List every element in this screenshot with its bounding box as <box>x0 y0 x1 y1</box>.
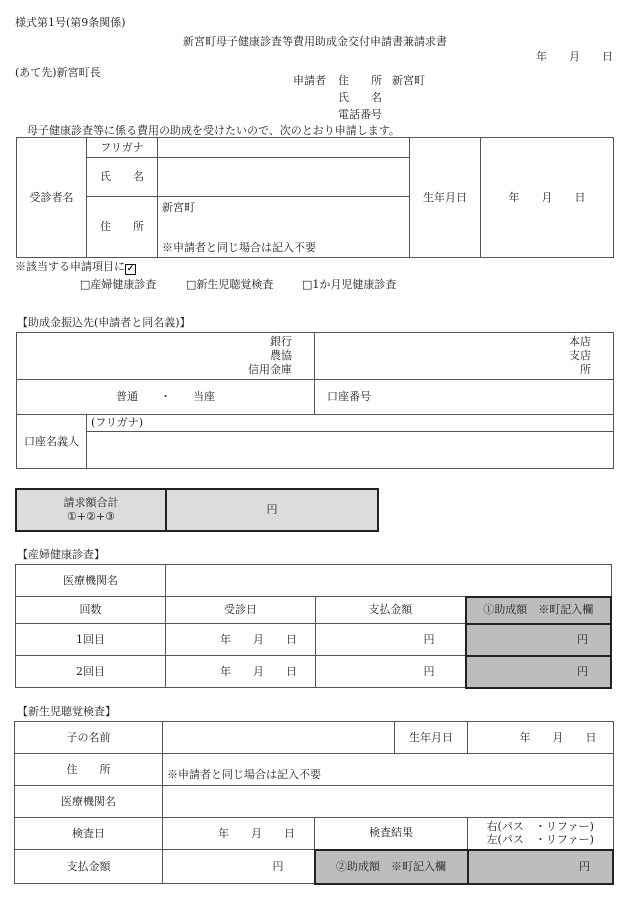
furigana-label: フリガナ <box>87 138 158 158</box>
row-date[interactable]: 年 月 日 <box>166 624 316 656</box>
result-left[interactable]: 左(パス ・リファー) <box>486 833 594 847</box>
bank-type-ja: 農協 <box>270 349 292 363</box>
address-field[interactable] <box>158 197 410 258</box>
holder-label: 口座名義人 <box>17 415 87 469</box>
holder-name-field[interactable] <box>87 432 614 469</box>
hearing-subsidy-label: ②助成額 ※町記入欄 <box>315 850 468 884</box>
row-payment[interactable]: 円 <box>316 656 466 688</box>
address-note: ※申請者と同じ場合は記入不要 <box>162 241 316 255</box>
postpartum-heading: 【産婦健康診査】 <box>17 548 105 561</box>
total-label-1: 請求額合計 <box>63 496 119 510</box>
name-field[interactable] <box>158 158 410 197</box>
row-count: 1回目 <box>16 624 166 656</box>
postpartum-table <box>15 564 612 689</box>
table-row <box>16 624 612 656</box>
bank-type-bank: 銀行 <box>270 335 292 349</box>
row-payment[interactable]: 円 <box>316 624 466 656</box>
row-count: 2回目 <box>16 656 166 688</box>
furigana-field[interactable] <box>158 138 410 158</box>
check-note <box>15 260 136 275</box>
bank-type-shinkin: 信用金庫 <box>248 362 292 376</box>
hearing-institution-label: 医療機関名 <box>15 786 163 818</box>
header-subsidy: ①助成額 ※町記入欄 <box>466 597 612 624</box>
address-prefix: 新宮町 <box>162 201 195 214</box>
date: 年 月 日 <box>536 50 613 63</box>
child-address-label: 住 所 <box>15 754 163 786</box>
applicant-name-label: 氏 名 <box>338 91 382 104</box>
row-subsidy: 円 <box>466 656 612 688</box>
applicant-phone-label: 電話番号 <box>338 108 382 121</box>
examinee-table <box>16 137 614 258</box>
examinee-label: 受診者名 <box>17 138 87 258</box>
applicant-label: 申請者 <box>293 74 326 87</box>
applicant-address-label: 住 所 <box>338 74 382 87</box>
row-date[interactable]: 年 月 日 <box>166 656 316 688</box>
address-label: 住 所 <box>87 197 158 258</box>
birth-label: 生年月日 <box>410 138 481 258</box>
institution-label: 医療機関名 <box>16 565 166 597</box>
bank-table <box>16 332 614 469</box>
branch-main: 本店 <box>569 335 591 349</box>
header-payment: 支払金額 <box>316 597 466 624</box>
check-note-text: ※該当する申請項目に <box>15 260 125 273</box>
addressee: (あて先)新宮町長 <box>15 66 101 79</box>
intro-text: 母子健康診査等に係る費用の助成を受けたいので、次のとおり申請します。 <box>27 124 400 137</box>
account-type[interactable]: 普通 ・ 当座 <box>17 380 315 415</box>
hearing-institution-field[interactable] <box>163 786 614 818</box>
hearing-payment-field[interactable]: 円 <box>163 850 315 884</box>
row-subsidy: 円 <box>466 624 612 656</box>
birth-field[interactable]: 年 月 日 <box>481 138 614 258</box>
result-right[interactable]: 右(パス ・リファー) <box>486 819 594 833</box>
branch-branch: 支店 <box>569 349 591 363</box>
hearing-payment-label: 支払金額 <box>15 850 163 884</box>
exam-result-field[interactable] <box>468 818 614 850</box>
option-one-month[interactable]: □1か月児健康診査 <box>302 278 397 291</box>
institution-field[interactable] <box>166 565 612 597</box>
page-title: 新宮町母子健康診査等費用助成金交付申請書兼請求書 <box>183 35 447 48</box>
form-number: 様式第1号(第9条関係) <box>15 16 126 29</box>
child-birth-field[interactable]: 年 月 日 <box>468 722 614 754</box>
child-address-field[interactable]: ※申請者と同じ場合は記入不要 <box>163 754 614 786</box>
exam-date-field[interactable]: 年 月 日 <box>163 818 315 850</box>
child-name-label: 子の名前 <box>15 722 163 754</box>
header-count: 回数 <box>16 597 166 624</box>
child-birth-label: 生年月日 <box>395 722 468 754</box>
total-label-2: ①+②+③ <box>66 510 116 523</box>
applicant-address-value[interactable]: 新宮町 <box>392 74 425 87</box>
holder-furigana[interactable]: (フリガナ) <box>87 415 614 432</box>
option-postpartum[interactable]: □産婦健康診査 <box>80 278 157 291</box>
option-hearing[interactable]: □新生児聴覚検査 <box>186 278 274 291</box>
hearing-heading: 【新生児聴覚検査】 <box>17 705 116 718</box>
exam-result-label: 検査結果 <box>315 818 468 850</box>
total-field[interactable]: 円 <box>166 489 378 531</box>
name-label: 氏 名 <box>87 158 158 197</box>
header-date: 受診日 <box>166 597 316 624</box>
bank-name-field[interactable] <box>17 333 315 380</box>
checked-box-icon: ✓ <box>126 264 135 274</box>
hearing-table <box>14 721 614 885</box>
hearing-subsidy-field: 円 <box>468 850 614 884</box>
total-label <box>16 489 166 531</box>
exam-date-label: 検査日 <box>15 818 163 850</box>
table-row <box>16 656 612 688</box>
total-table <box>15 488 379 532</box>
child-name-field[interactable] <box>163 722 395 754</box>
bank-heading: 【助成金振込先(申請者と同名義)】 <box>17 316 191 329</box>
account-number-label[interactable]: 口座番号 <box>315 380 614 415</box>
branch-office: 所 <box>580 362 591 376</box>
branch-field[interactable] <box>315 333 614 380</box>
